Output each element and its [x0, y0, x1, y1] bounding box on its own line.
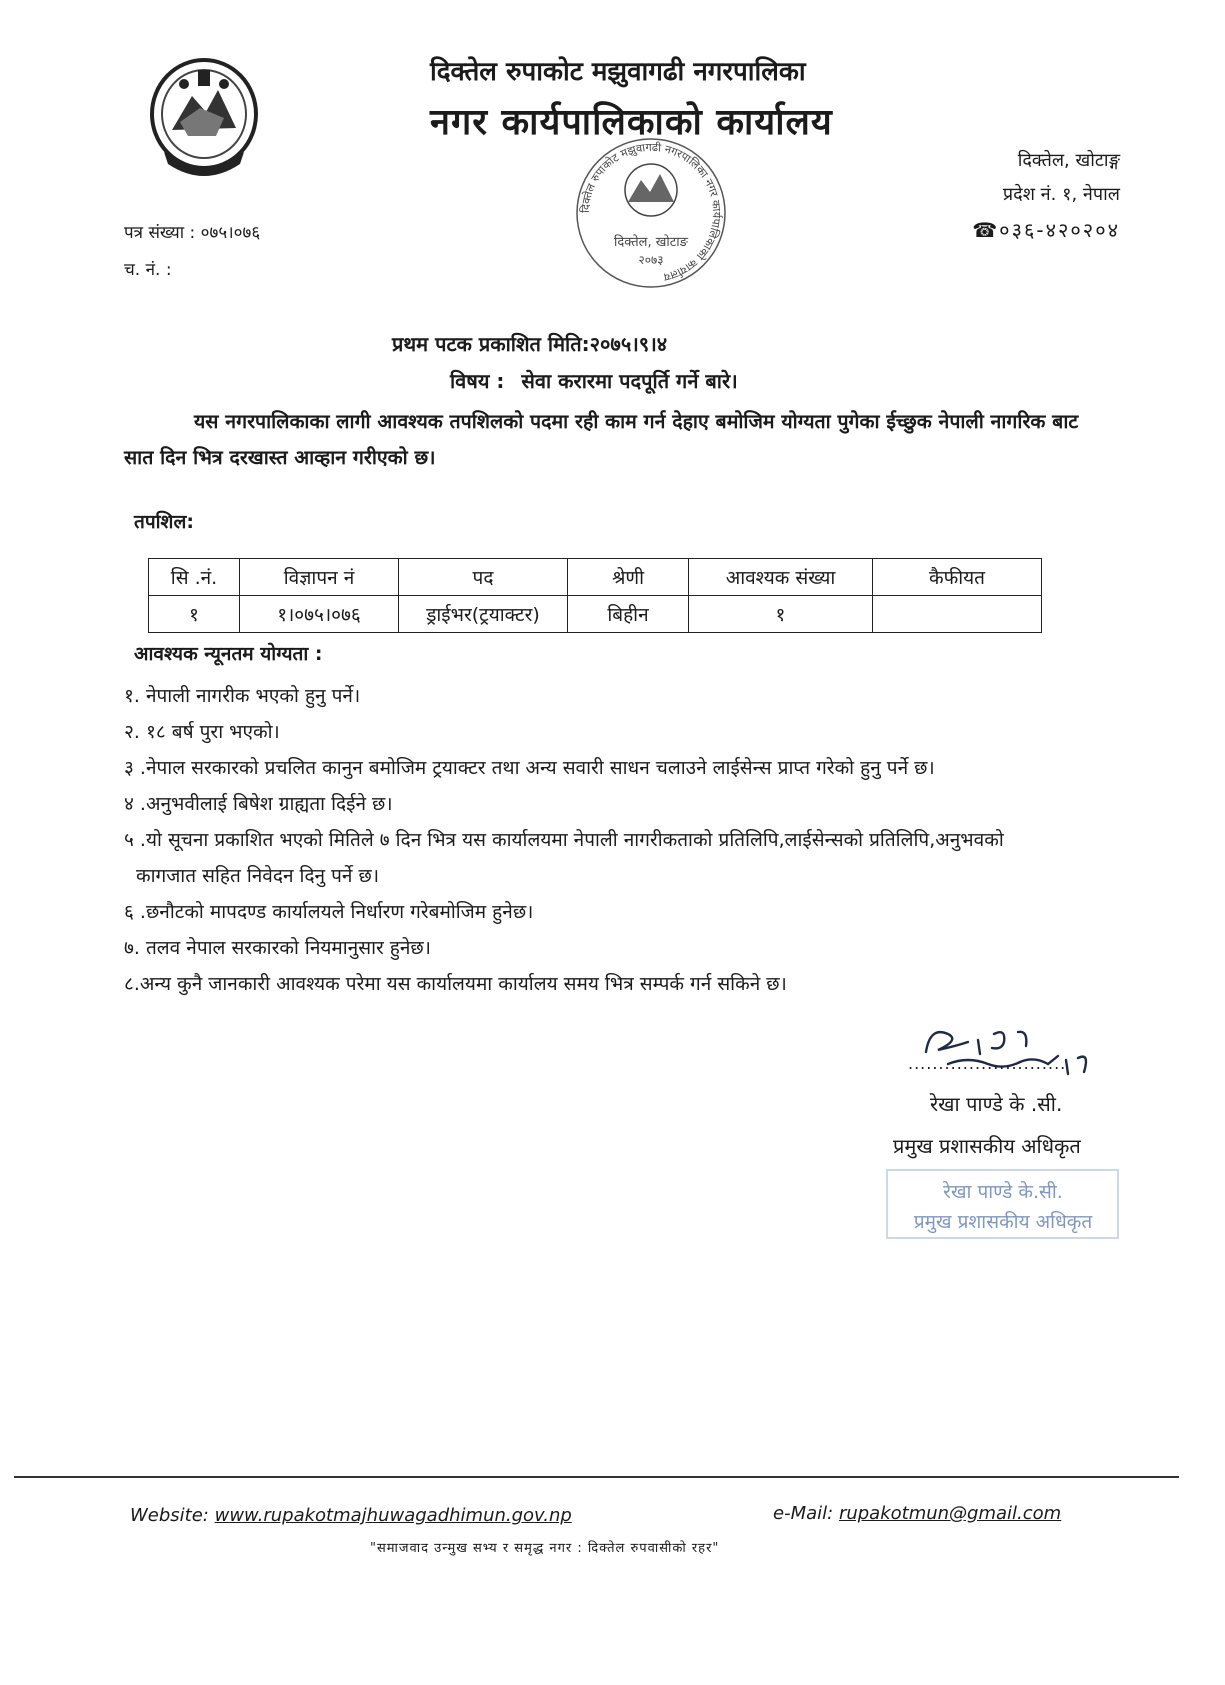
name-stamp-icon	[885, 1168, 1120, 1240]
table-row	[149, 596, 1042, 633]
address-line-2: प्रदेश नं. १, नेपाल	[1002, 184, 1120, 205]
phone-number: ☎०३६-४२०२०४	[972, 218, 1120, 242]
nepal-emblem-icon	[144, 52, 264, 184]
list-item: ८.अन्य कुनै जानकारी आवश्यक परेमा यस कार्यालयमा कार्यालय समय भित्र सम्पर्क गर्न सकिने छ।	[124, 973, 787, 995]
list-item: ५ .यो सूचना प्रकाशित भएको मितिले ७ दिन भित्र यस कार्यालयमा नेपाली नागरीकताको प्रतिलिपि,लाईसेन्सको प्रतिलिपि,अनुभवको कागजात सहित निवेदन दिनु पर्ने छ।	[124, 829, 1004, 887]
list-item: ७. तलव नेपाल सरकारको नियमानुसार हुनेछ।	[124, 937, 431, 959]
dispatch-number: च. नं. :	[124, 260, 172, 280]
stamp-line-2: प्रमुख प्रशासकीय अधिकृत	[913, 1211, 1093, 1233]
table-cell: ड्राईभर(ट्रयाक्टर)	[399, 596, 568, 633]
list-item: ३ .नेपाल सरकारको प्रचलित कानुन बमोजिम ट्रयाक्टर तथा अन्य सवारी साधन चलाउने लाईसेन्स प्राप्त गरेको हुनु पर्ने छ।	[124, 757, 935, 779]
column-header: विज्ञापन नं	[240, 559, 399, 596]
list-item: २. १८ बर्ष पुरा भएको।	[124, 721, 280, 743]
office-name: नगर कार्यपालिकाको कार्यालय	[430, 102, 833, 143]
subject-line	[450, 367, 738, 394]
subject-text: सेवा करारमा पदपूर्ति गर्ने बारे।	[521, 369, 738, 393]
list-item: १. नेपाली नागरीक भएको हुनु पर्ने।	[124, 685, 361, 707]
footer-divider	[14, 1476, 1179, 1478]
qualifications-list	[124, 678, 1124, 1002]
email-link[interactable]: rupakotmun@gmail.com	[838, 1503, 1062, 1524]
column-header: कैफीयत	[873, 559, 1042, 596]
subject-label: विषय :	[450, 369, 505, 393]
municipality-seal-icon	[566, 128, 736, 298]
email-line	[773, 1503, 1061, 1524]
signature-dots: ..........................	[908, 1054, 1067, 1073]
list-item: ६ .छनौटको मापदण्ड कार्यालयले निर्धारण गरेबमोजिम हुनेछ।	[124, 901, 534, 923]
website-link[interactable]: www.rupakotmajhuwagadhimun.gov.np	[214, 1505, 572, 1526]
notice-intro: यस नगरपालिकाका लागी आवश्यक तपशिलको पदमा रही काम गर्न देहाए बमोजिम योग्यता पुगेका ईच्छुक नेपाली नागरिक बाट सात दिन भित्र दरखास्त आव्हान गरीएको छ।	[124, 410, 1079, 469]
table-cell: १	[149, 596, 240, 633]
signer-title: प्रमुख प्रशासकीय अधिकृत	[893, 1134, 1081, 1158]
table-cell: बिहीन	[568, 596, 689, 633]
signer-name: रेखा पाण्डे के .सी.	[930, 1092, 1063, 1116]
seal-ring-text: दिक्तेल रुपाकोट मझुवागढी नगरपालिका नगर कार्यपालिकाको कार्यालय	[578, 140, 724, 284]
email-label: e-Mail:	[773, 1503, 834, 1524]
column-header: पद	[399, 559, 568, 596]
qualifications-heading: आवश्यक न्यूनतम योग्यता :	[134, 643, 323, 665]
list-item: ४ .अनुभवीलाई बिषेश ग्राह्यता दिईने छ।	[124, 793, 393, 815]
table-cell: १।०७५।०७६	[240, 596, 399, 633]
details-heading: तपशिल:	[134, 511, 194, 533]
table-cell: १	[689, 596, 873, 633]
table-cell	[873, 596, 1042, 633]
column-header: आवश्यक संख्या	[689, 559, 873, 596]
municipality-name: दिक्तेल रुपाकोट मझुवागढी नगरपालिका	[430, 57, 806, 87]
stamp-line-1: रेखा पाण्डे के.सी.	[943, 1181, 1063, 1203]
vacancy-table	[148, 558, 1042, 633]
column-header: श्रेणी	[568, 559, 689, 596]
municipality-motto: "समाजवाद उन्मुख सभ्य र समृद्ध नगर : दिक्तेल रुपवासीको रहर"	[370, 1541, 720, 1556]
letter-number: पत्र संख्या : ०७५।०७६	[124, 223, 261, 243]
website-label: Website:	[130, 1505, 209, 1526]
address-line-1: दिक्तेल, खोटाङ्ग	[1017, 150, 1120, 171]
column-header: सि .नं.	[149, 559, 240, 596]
seal-year-text: २०७३	[638, 253, 664, 267]
seal-place-text: दिक्तेल, खोटाङ	[614, 235, 688, 250]
website-line	[130, 1505, 572, 1526]
published-date: प्रथम पटक प्रकाशित मिति:२०७५।९।४	[392, 332, 668, 356]
table-header-row	[149, 559, 1042, 596]
